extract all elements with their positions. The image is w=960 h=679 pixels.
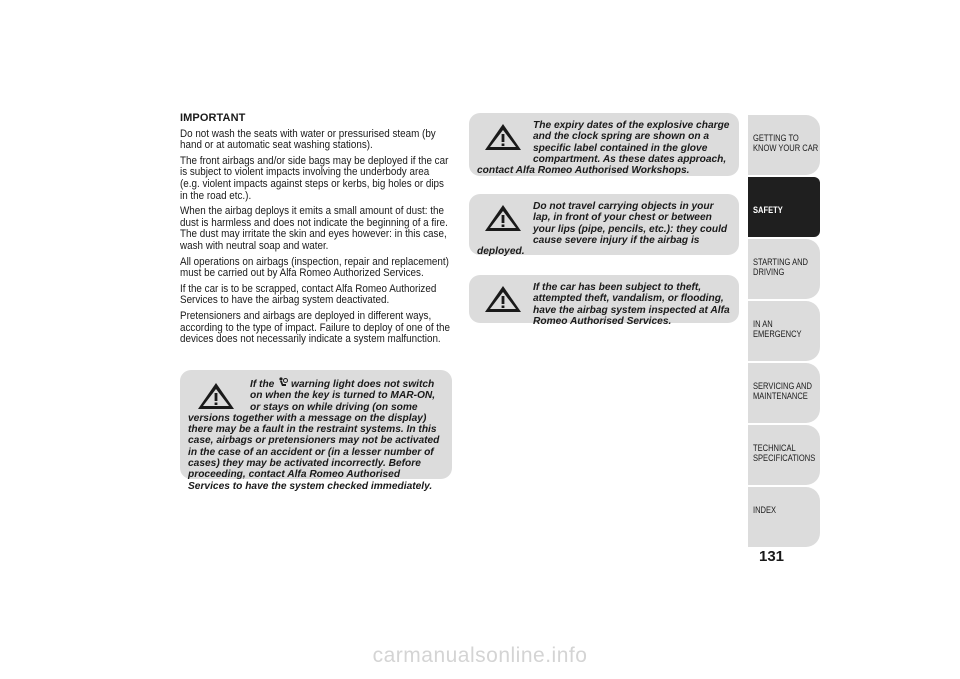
warning-box-objects-in-lap bbox=[469, 194, 739, 258]
section-tabs bbox=[748, 115, 820, 549]
warning-text-part: If the car has been subject to theft, attempted theft, vandalism, or flooding, have the airbag system inspected at Alfa Romeo Authorised Services. bbox=[533, 282, 730, 327]
tab-label: SERVICING AND MAINTENANCE bbox=[753, 381, 812, 401]
tab-label: IN AN EMERGENCY bbox=[753, 319, 802, 339]
warning-box-airbag-light bbox=[180, 370, 452, 492]
paragraph: The front airbags and/or side bags may be deployed if the car is subject to violent impacts involving the underbody area (e.g. violent impacts against steps or kerbs, big holes or dips in the road etc.). bbox=[180, 154, 449, 202]
paragraph: Pretensioners and airbags are deployed in different ways, according to the type of impact. Failure to deploy of one of the devices does not necessarily indicate a system malfunction. bbox=[180, 309, 451, 346]
warning-triangle-icon bbox=[483, 122, 523, 156]
paragraph: All operations on airbags (inspection, repair and replacement) must be carried out by Alfa Romeo Authorized Services. bbox=[180, 255, 449, 280]
tab-label: SAFETY bbox=[753, 205, 783, 215]
warning-box-expiry-dates bbox=[469, 113, 739, 176]
tab-label: TECHNICAL SPECIFICATIONS bbox=[753, 443, 816, 463]
warning-box-theft bbox=[469, 275, 739, 327]
airbag-warning-icon bbox=[277, 377, 288, 388]
paragraph: Do not wash the seats with water or pressurised steam (by hand or at automatic seat washing stations). bbox=[180, 127, 436, 152]
tab-index[interactable] bbox=[748, 487, 820, 547]
warning-text-part: Do not travel carrying objects in your lap, in front of your chest or between your lips (pipe, pencils, etc.): they could cause severe injury if the airbag is deployed. bbox=[477, 201, 728, 258]
page-number: 131 bbox=[759, 548, 785, 565]
warning-text-part: The expiry dates of the explosive charge and the clock spring are shown on a specific label contained in the glove compartment. As these dates approach, contact Alfa Romeo Authorised Workshops. bbox=[477, 120, 730, 177]
tab-starting-and-driving[interactable] bbox=[748, 239, 820, 299]
tab-getting-to-know-your-car[interactable] bbox=[748, 115, 820, 175]
tab-in-an-emergency[interactable] bbox=[748, 301, 820, 361]
warning-triangle-icon bbox=[483, 203, 523, 237]
left-column bbox=[180, 113, 452, 350]
tab-label: GETTING TO KNOW YOUR CAR bbox=[753, 133, 819, 153]
warning-text-part: If the bbox=[250, 379, 275, 390]
tab-technical-specifications[interactable] bbox=[748, 425, 820, 485]
warning-triangle-icon bbox=[196, 381, 236, 411]
warning-text bbox=[188, 377, 444, 492]
paragraph: If the car is to be scrapped, contact Alfa Romeo Authorized Services to have the airbag system deactivated. bbox=[180, 282, 437, 307]
tab-servicing-and-maintenance[interactable] bbox=[748, 363, 820, 423]
warning-text bbox=[477, 120, 731, 176]
tab-label: INDEX bbox=[753, 505, 777, 515]
warning-text bbox=[477, 282, 731, 327]
paragraph: When the airbag deploys it emits a small amount of dust: the dust is harmless and does not indicate the beginning of a fire. The dust may irritate the skin and eyes however: in this case, wash with neutral soap and water. bbox=[180, 205, 448, 252]
tab-label: STARTING AND DRIVING bbox=[753, 257, 808, 277]
warning-text-part: warning light does not switch on when the key is turned to MAR-ON, or stays on while driving (on some versions together with a message on the display) there may be a fault in the restraint systems. In this case, airbags or pretensioners may not be activated in the case of an accident or (in a lesser number of cases) they may be activated incorrectly. Before proceeding, contact Alfa Romeo Authorised Services to have the system checked immediately. bbox=[188, 379, 440, 492]
warning-text bbox=[477, 201, 731, 257]
warning-triangle-icon bbox=[483, 284, 523, 318]
tab-safety[interactable] bbox=[748, 177, 820, 237]
watermark: carmanualsonline.info bbox=[372, 644, 588, 667]
important-heading: IMPORTANT bbox=[180, 112, 246, 124]
